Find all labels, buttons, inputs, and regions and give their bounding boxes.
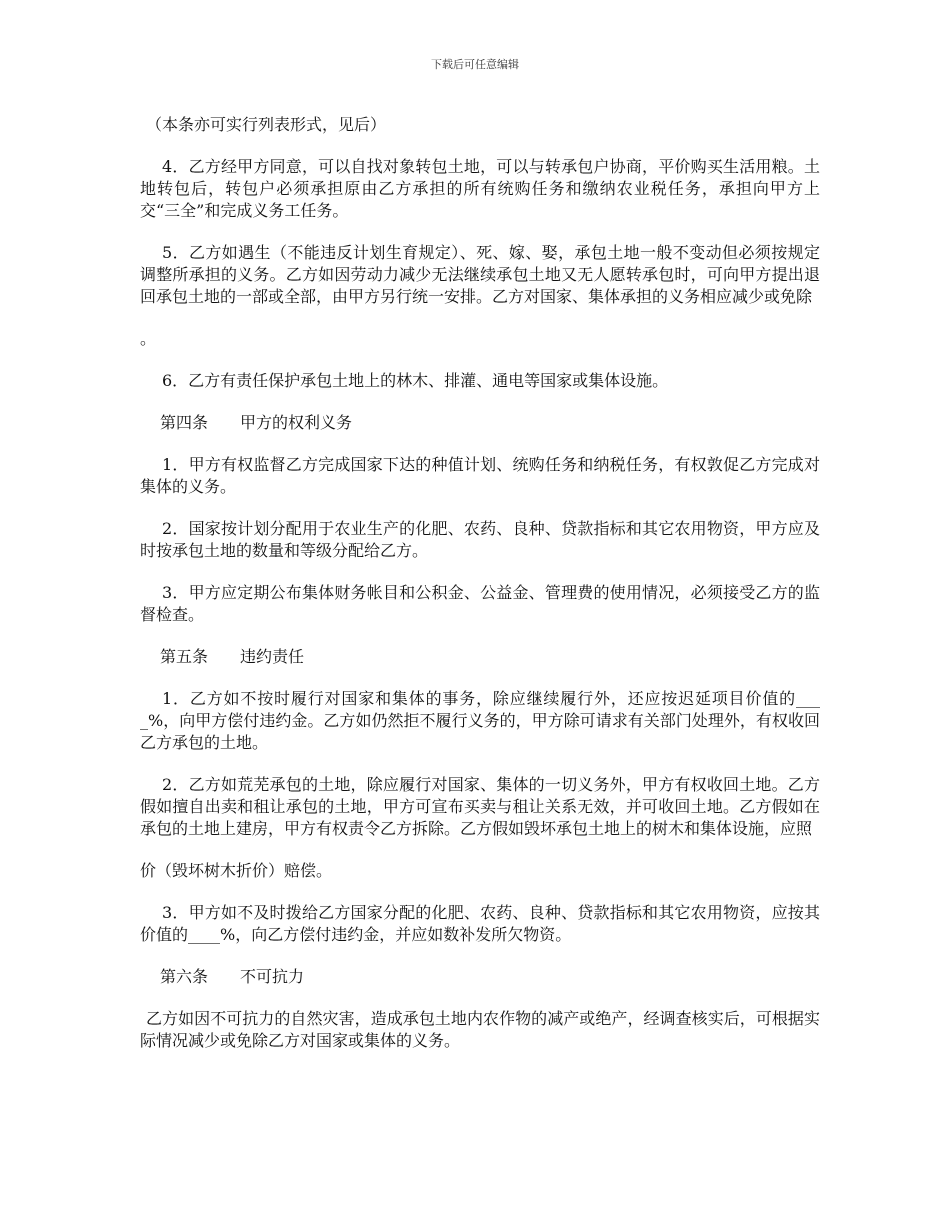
clause-5: 5．乙方如遇生（不能违反计划生育规定）、死、嫁、娶，承包土地一般不变动但必须按规定调整所承担的义务。乙方如因劳动力减少无法继续承包土地又无人愿转承包时，可向甲方提出退回承包土地的一部或全部，由甲方另行统一安排。乙方对国家、集体承担的义务相应减少或免除 <box>140 243 820 306</box>
article-6-text: 乙方如因不可抗力的自然灾害，造成承包土地内农作物的减产或绝产，经调查核实后，可根据实际情况减少或免除乙方对国家或集体的义务。 <box>140 1009 820 1050</box>
article-4-item-3: 3．甲方应定期公布集体财务帐目和公积金、公益金、管理费的使用情况，必须接受乙方的监督检查。 <box>140 583 820 624</box>
article-5-heading: 第五条 违约责任 <box>160 647 305 666</box>
article-4-heading: 第四条 甲方的权利义务 <box>160 413 353 432</box>
document-body <box>140 114 820 1072</box>
intro-note: （本条亦可实行列表形式，见后） <box>146 115 387 134</box>
article-5-item-1: 1．乙方如不按时履行对国家和集体的事务，除应继续履行外，还应按迟延项目价值的____%，向甲方偿付违约金。乙方如仍然拒不履行义务的，甲方除可请求有关部门处理外，有权收回乙方承包的土地。 <box>140 689 820 752</box>
clause-5-tail: 。 <box>140 329 157 348</box>
clause-6: 6．乙方有责任保护承包土地上的林木、排灌、通电等国家或集体设施。 <box>162 371 669 390</box>
article-5-item-2-tail: 价（毁坏树木折价）赔偿。 <box>140 861 333 880</box>
article-4-item-1: 1．甲方有权监督乙方完成国家下达的种值计划、统购任务和纳税任务，有权敦促乙方完成对集体的义务。 <box>140 455 820 496</box>
clause-4: 4．乙方经甲方同意，可以自找对象转包土地，可以与转承包户协商，平价购买生活用粮。土地转包后，转包户必须承担原由乙方承担的所有统购任务和缴纳农业税任务，承担向甲方上交“三全”和完成义务工任务。 <box>140 157 820 220</box>
header-note: 下载后可任意编辑 <box>431 58 519 71</box>
article-6-heading: 第六条 不可抗力 <box>160 967 305 986</box>
article-5-item-2: 2．乙方如荒芜承包的土地，除应履行对国家、集体的一切义务外，甲方有权收回土地。乙方假如擅自出卖和租让承包的土地，甲方可宣布买卖与租让关系无效，并可收回土地。乙方假如在承包的土地上建房，甲方有权责令乙方拆除。乙方假如毁坏承包土地上的树木和集体设施，应照 <box>140 775 820 838</box>
article-5-item-3: 3．甲方如不及时拨给乙方国家分配的化肥、农药、良种、贷款指标和其它农用物资，应按其价值的____%，向乙方偿付违约金，并应如数补发所欠物资。 <box>140 903 820 944</box>
article-4-item-2: 2．国家按计划分配用于农业生产的化肥、农药、良种、贷款指标和其它农用物资，甲方应及时按承包土地的数量和等级分配给乙方。 <box>140 519 820 560</box>
